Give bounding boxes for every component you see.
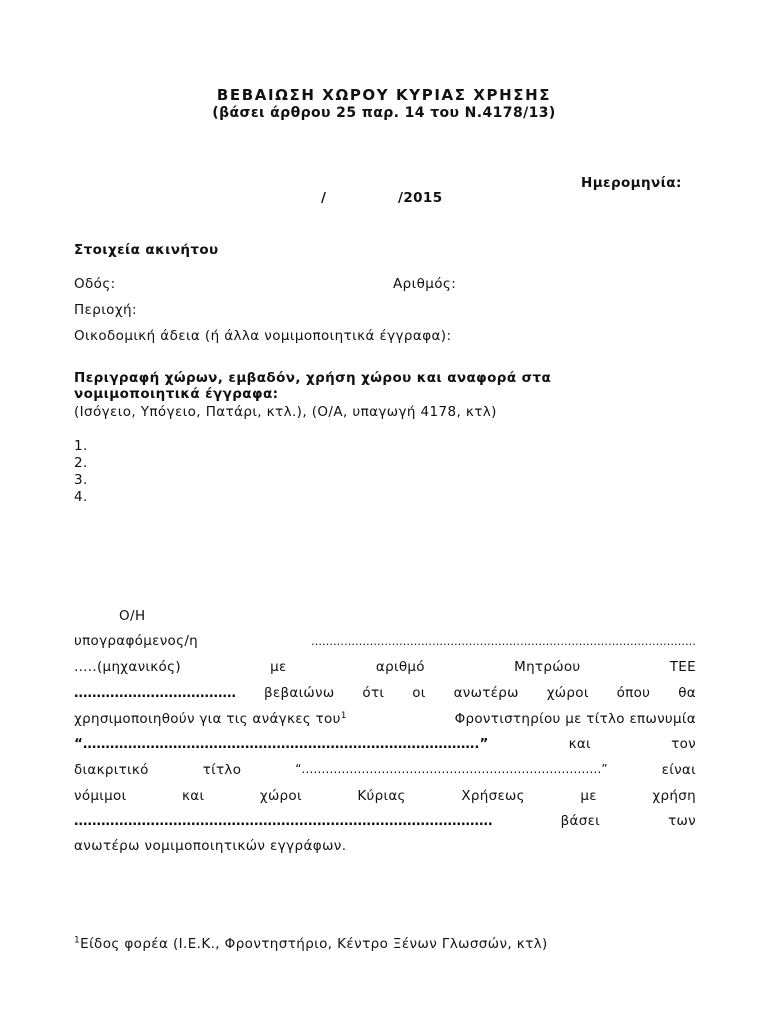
declaration-word: χρήση bbox=[652, 788, 696, 804]
declaration-dots: ……………………………… bbox=[74, 685, 236, 701]
declaration-text: χρησιμοποιηθούν για τις ανάγκες του1 bbox=[74, 710, 347, 727]
declaration-word: με bbox=[270, 659, 287, 675]
declaration-text: υπογραφόμενος/η bbox=[74, 633, 199, 649]
date-slash: / bbox=[321, 190, 327, 206]
declaration-word: βεβαιώνω bbox=[263, 685, 335, 701]
declaration-word: και bbox=[568, 736, 591, 752]
document-title: ΒΕΒΑΙΩΣΗ ΧΩΡΟΥ ΚΥΡΙΑΣ ΧΡΗΣΗΣ bbox=[216, 86, 552, 104]
permit-label: Οικοδομική άδεια (ή άλλα νομιμοποιητικά έγγραφα): bbox=[74, 328, 452, 344]
declaration-line-3 bbox=[74, 659, 696, 675]
footnote bbox=[74, 936, 548, 952]
date-label: Ημερομηνία: bbox=[581, 175, 682, 191]
declaration-word: ότι bbox=[362, 685, 385, 701]
declaration-line-7 bbox=[74, 762, 696, 778]
list-item: 3. bbox=[74, 472, 88, 488]
declaration-word: διακριτικό bbox=[74, 762, 149, 778]
declaration-word: χώροι bbox=[546, 685, 589, 701]
declaration-word: Μητρώου bbox=[514, 659, 581, 675]
declaration-word: και bbox=[182, 788, 205, 804]
declaration-line-4 bbox=[74, 685, 696, 701]
declaration-dots: …………………………………………………………………………………………… bbox=[311, 635, 696, 648]
declaration-word: με bbox=[580, 788, 597, 804]
declaration-word: οι bbox=[412, 685, 426, 701]
declaration-word: όπου bbox=[616, 685, 651, 701]
date-year: /2015 bbox=[398, 190, 443, 206]
declaration-intro: Ο/Η bbox=[119, 608, 146, 624]
declaration-word: Χρήσεως bbox=[461, 788, 525, 804]
declaration-text-part: χρησιμοποιηθούν για τις ανάγκες του bbox=[74, 711, 341, 727]
street-label: Οδός: bbox=[74, 276, 116, 292]
declaration-line-8 bbox=[74, 788, 696, 804]
declaration-word: θα bbox=[678, 685, 696, 701]
declaration-text: Φροντιστηρίου με τίτλο επωνυμία bbox=[454, 711, 696, 727]
area-label: Περιοχή: bbox=[74, 302, 137, 318]
declaration-dots: “…………………………………………………………………………….” bbox=[74, 736, 489, 752]
declaration-word: βάσει bbox=[560, 813, 601, 829]
declaration-line-9 bbox=[74, 813, 696, 829]
list-item: 4. bbox=[74, 489, 88, 505]
declaration-dots: “…………………………………………………………………” bbox=[295, 762, 608, 776]
declaration-line-2 bbox=[74, 633, 696, 649]
declaration-line-10: ανωτέρω νομιμοποιητικών εγγράφων. bbox=[74, 838, 347, 854]
declaration-word: …..(μηχανικός) bbox=[74, 659, 181, 675]
declaration-word: είναι bbox=[661, 762, 696, 778]
description-note: (Ισόγειο, Υπόγειο, Πατάρι, κτλ.), (Ο/Α, υπαγωγή 4178, κτλ) bbox=[74, 404, 497, 420]
list-item: 1. bbox=[74, 438, 88, 454]
number-label: Αριθμός: bbox=[393, 276, 457, 292]
document-subtitle: (βάσει άρθρου 25 παρ. 14 του Ν.4178/13) bbox=[212, 105, 556, 121]
declaration-word: ανωτέρω bbox=[453, 685, 519, 701]
declaration-word: νόμιμοι bbox=[74, 788, 127, 804]
declaration-word: χώροι bbox=[259, 788, 302, 804]
declaration-word: αριθμό bbox=[375, 659, 425, 675]
description-heading-2: νομιμοποιητικά έγγραφα: bbox=[74, 386, 279, 402]
declaration-word: των bbox=[668, 813, 696, 829]
declaration-word: τον bbox=[671, 736, 696, 752]
declaration-line-6 bbox=[74, 736, 696, 752]
list-item: 2. bbox=[74, 455, 88, 471]
declaration-word: Κύριας bbox=[357, 788, 406, 804]
footnote-text: Είδος φορέα (Ι.Ε.Κ., Φροντηστήριο, Κέντρο Ξένων Γλωσσών, κτλ) bbox=[80, 936, 548, 952]
footnote-mark: 1 bbox=[74, 935, 81, 946]
declaration-dots: ………………………………………………………………………………… bbox=[74, 813, 493, 829]
property-heading: Στοιχεία ακινήτου bbox=[74, 242, 219, 258]
declaration-word: ΤΕΕ bbox=[669, 659, 696, 675]
declaration-word: τίτλο bbox=[202, 762, 242, 778]
description-heading-1: Περιγραφή χώρων, εμβαδόν, χρήση χώρου και αναφορά στα bbox=[74, 370, 552, 386]
declaration-line-5 bbox=[74, 711, 696, 727]
